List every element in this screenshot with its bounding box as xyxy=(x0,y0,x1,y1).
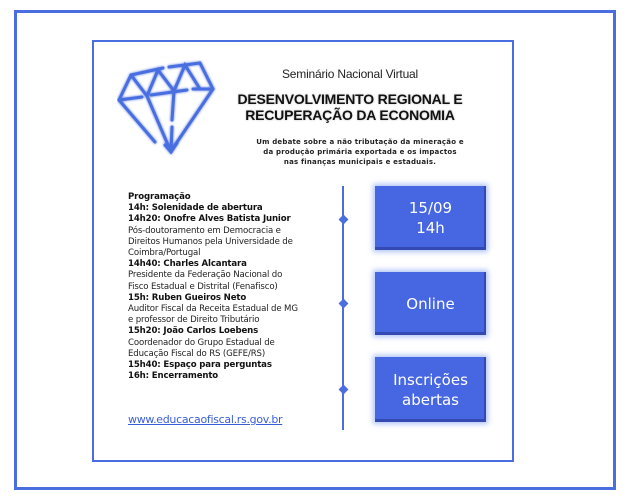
schedule-line: 15h20: João Carlos Loebens xyxy=(128,326,259,337)
registration-box[interactable] xyxy=(375,357,486,422)
date-label: 15/09 xyxy=(408,199,453,217)
schedule-line: Educação Fiscal do RS (GEFE/RS) xyxy=(128,348,266,359)
schedule-line: Auditor Fiscal da Receita Estadual de MG xyxy=(128,304,298,315)
schedule-line: 15h40: Espaço para perguntas xyxy=(128,360,272,371)
website-link[interactable]: www.educacaofiscal.rs.gov.br xyxy=(128,413,283,426)
schedule-line: Presidente da Federação Nacional do xyxy=(128,270,283,281)
date-box xyxy=(375,186,486,250)
event-type: Seminário Nacional Virtual xyxy=(282,67,418,81)
event-title xyxy=(220,91,480,123)
format-label: Online xyxy=(406,294,455,313)
schedule-line: Direitos Humanos pela Universidade de xyxy=(128,236,293,247)
schedule xyxy=(128,192,328,382)
schedule-line: Coordenador do Grupo Estadual de xyxy=(128,337,275,348)
description-line: Um debate sobre a não tributação da mineração e xyxy=(256,138,464,146)
description-line: da produção primária exportada e os impactos xyxy=(263,148,457,156)
schedule-line: 15h: Ruben Gueiros Neto xyxy=(128,292,247,303)
schedule-heading: Programação xyxy=(128,192,191,202)
schedule-line: 14h: Solenidade de abertura xyxy=(128,203,263,214)
title-line-2: RECUPERAÇÃO DA ECONOMIA xyxy=(245,107,455,123)
registration-label-1: Inscrições xyxy=(393,370,468,389)
schedule-line: Coimbra/Portugal xyxy=(128,248,201,259)
event-description xyxy=(240,137,480,167)
description-line: nas finanças municipais e estaduais. xyxy=(283,158,437,166)
schedule-line: 16h: Encerramento xyxy=(128,371,219,382)
schedule-line: Pós-doutoramento em Democracia e xyxy=(128,225,281,236)
schedule-line: 14h20: Onofre Alves Batista Junior xyxy=(128,214,291,225)
schedule-line: 14h40: Charles Alcantara xyxy=(128,259,247,270)
diamond-icon xyxy=(117,60,227,160)
format-box xyxy=(375,272,486,335)
registration-label-2: abertas xyxy=(402,390,459,409)
schedule-line: Fisco Estadual e Distrital (Fenafisco) xyxy=(128,281,278,292)
title-line-1: DESENVOLVIMENTO REGIONAL E xyxy=(237,91,463,107)
schedule-line: e professor de Direito Tributário xyxy=(128,315,260,326)
time-label: 14h xyxy=(416,219,445,237)
